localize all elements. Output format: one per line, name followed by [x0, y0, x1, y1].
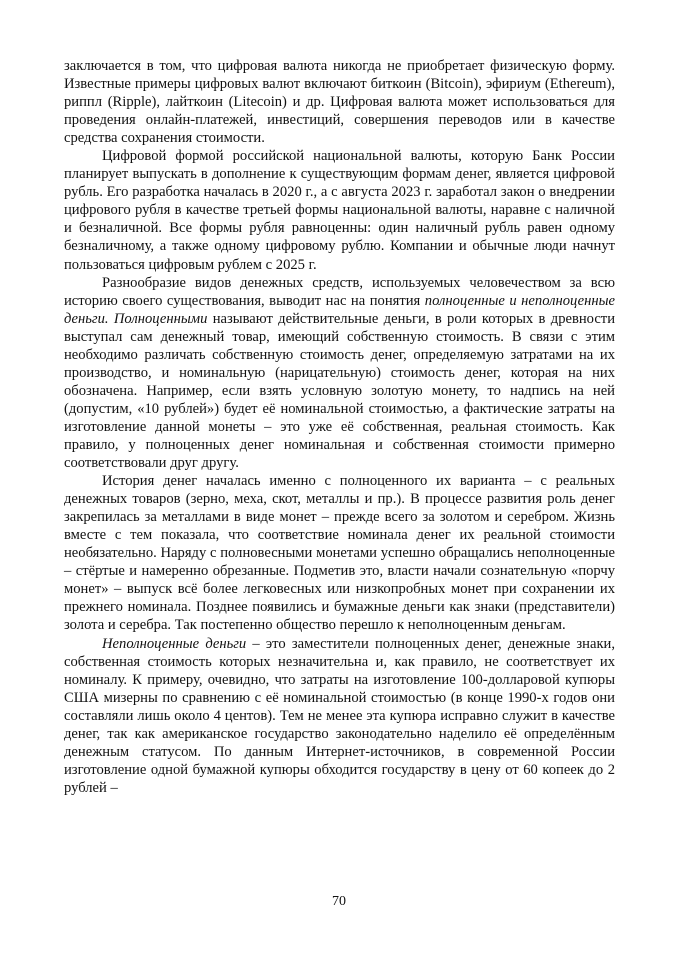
text-run: Цифровой формой российской национальной валюты, которую Банк России планирует выпускать в дополнение к существующим формам денег, является цифровой рубль. Его разработка началась в 2020 г., а с августа 2023 г. заработал закон о внедрении цифрового рубля в качестве третьей формы национальной валюты, наравне с наличной и безналичной. Все формы рубля равноценны: один наличный рубль равен одному безналичному, а также одному цифровому рублю. Компании и обычные люди начнут пользоваться цифровым рублем с 2025 г.	[64, 148, 615, 273]
text-run: заключается в том, что цифровая валюта никогда не приобретает физическую форму. Известные примеры цифровых валют включают биткоин (Bitcoin), эфириум (Ethereum), риппл (Ripple), лайткоин (Litecoin) и др. Цифровая валюта может использоваться для проведения онлайн-платежей, инвестиций, совершения переводов или в качестве средства сохранения стоимости.	[64, 58, 615, 147]
text-run: называют действительные деньги, в роли которых в древности выступал сам денежный товар, имеющий собственную стоимость. В связи с этим необходимо различать собственную стоимость денег, определяемую затратами на их производство, и номинальную (нарицательную) стоимость денег, которая на них обозначена. Например, если взять условную золотую монету, то надпись на ней (допустим, «10 рублей») будет её номинальной стоимостью, а фактические затраты на изготовление данной монеты – это уже её собственная, реальная стоимость. Как правило, у полноценных денег номинальная и собственная стоимости примерно соответствовали друг другу.	[64, 310, 615, 472]
text-run: История денег началась именно с полноценного их варианта – с реальных денежных товаров (зерно, меха, скот, металлы и пр.). В процессе развития роль денег закрепилась за металлами в виде монет – прежде всего за золотом и серебром. Жизнь вместе с тем показала, что соответствие номинала денег их реальной стоимости необязательно. Наряду с полновесными монетами успешно обращались неполноценные – стёртые и намеренно обрезанные. Подметив это, власти начали сознательную «порчу монет» – выпуск всё более легковесных или низкопробных монет при сохранении их прежнего номинала. Позднее появились и бумажные деньги как знаки (представители) золота и серебра. Так постепенно общество перешло к неполноценным деньгам.	[64, 473, 615, 634]
paragraph	[64, 274, 615, 473]
text-run: – это заместители полноценных денег, денежные знаки, собственная стоимость которых незначительна и, как правило, не соответствует их номиналу. К примеру, очевидно, что затраты на изготовление 100-долларовой купюры США мизерны по сравнению с её номинальной стоимостью (в конце 1990-х годов они составляли лишь около 4 центов). Тем не менее эта купюра исправно служит в качестве денег, так как американское государство законодательно наделило её определённым денежным статусом. По данным Интернет-источников, в современной России изготовление одной бумажной купюры обходится государству в цену от 60 копеек до 2 рублей –	[64, 635, 615, 796]
paragraph	[64, 147, 615, 273]
page-number: 70	[332, 894, 346, 909]
paragraph	[64, 635, 615, 797]
paragraph	[64, 57, 615, 147]
italic-term: Неполноценные деньги	[102, 635, 247, 652]
body-text	[64, 57, 615, 797]
paragraph	[64, 472, 615, 634]
text-run: Разнообразие видов денежных средств, используемых человечеством за всю историю своего существования, выводит нас на понятия	[64, 274, 615, 309]
italic-term: полноценные и неполноценные деньги. Полноценными	[64, 292, 616, 327]
